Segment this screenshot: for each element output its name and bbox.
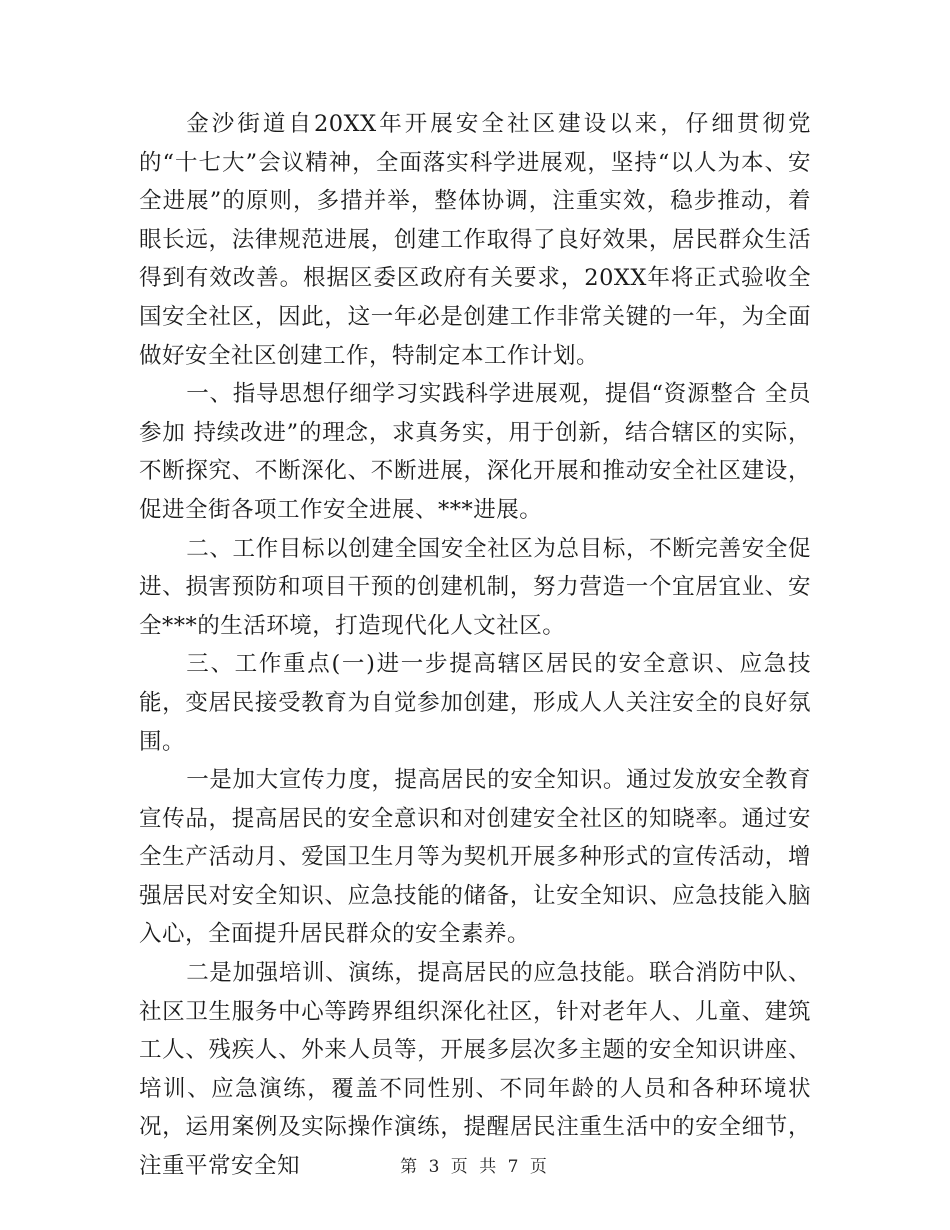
paragraph-training: 二是加强培训、演练，提高居民的应急技能。联合消防中队、社区卫生服务中心等跨界组织深化社区，针对老年人、儿童、建筑工人、残疾人、外来人员等，开展多层次多主题的安全知识讲座、培训、应急演练，覆盖不同性别、不同年龄的人员和各种环境状况，运用案例及实际操作演练，提醒居民注重生活中的安全细节，注重平常安全知: [139, 960, 811, 1180]
page-number-footer: 第 3 页 共 7 页: [400, 1157, 550, 1177]
paragraph-intro: 金沙街道自20XX年开展安全社区建设以来，仔细贯彻党的“十七大”会议精神，全面落实科学进展观，坚持“以人为本、安全进展”的原则，多措并举，整体协调，注重实效，稳步推动，着眼长远，法律规范进展，创建工作取得了良好效果，居民群众生活得到有效改善。根据区委区政府有关要求，20XX年将正式验收全国安全社区，因此，这一年必是创建工作非常关键的一年，为全面做好安全社区创建工作，特制定本工作计划。: [139, 111, 811, 369]
paragraph-work-goal: 二、工作目标以创建全国安全社区为总目标，不断完善安全促进、损害预防和项目干预的创建机制，努力营造一个宜居宜业、安全***的生活环境，打造现代化人文社区。: [139, 535, 811, 639]
paragraph-guiding-thought: 一、指导思想仔细学习实践科学进展观，提倡“资源整合 全员参加 持续改进”的理念，求真务实，用于创新，结合辖区的实际，不断探究、不断深化、不断进展，深化开展和推动安全社区建设，促进全街各项工作安全进展、***进展。: [139, 381, 811, 523]
paragraph-work-focus: 三、工作重点(一)进一步提高辖区居民的安全意识、应急技能，变居民接受教育为自觉参加创建，形成人人关注安全的良好氛围。: [139, 651, 811, 755]
paragraph-publicity: 一是加大宣传力度，提高居民的安全知识。通过发放安全教育宣传品，提高居民的安全意识和对创建安全社区的知晓率。通过安全生产活动月、爱国卫生月等为契机开展多种形式的宣传活动，增强居民对安全知识、应急技能的储备，让安全知识、应急技能入脑入心，全面提升居民群众的安全素养。: [139, 767, 811, 948]
document-body: [139, 105, 811, 1186]
